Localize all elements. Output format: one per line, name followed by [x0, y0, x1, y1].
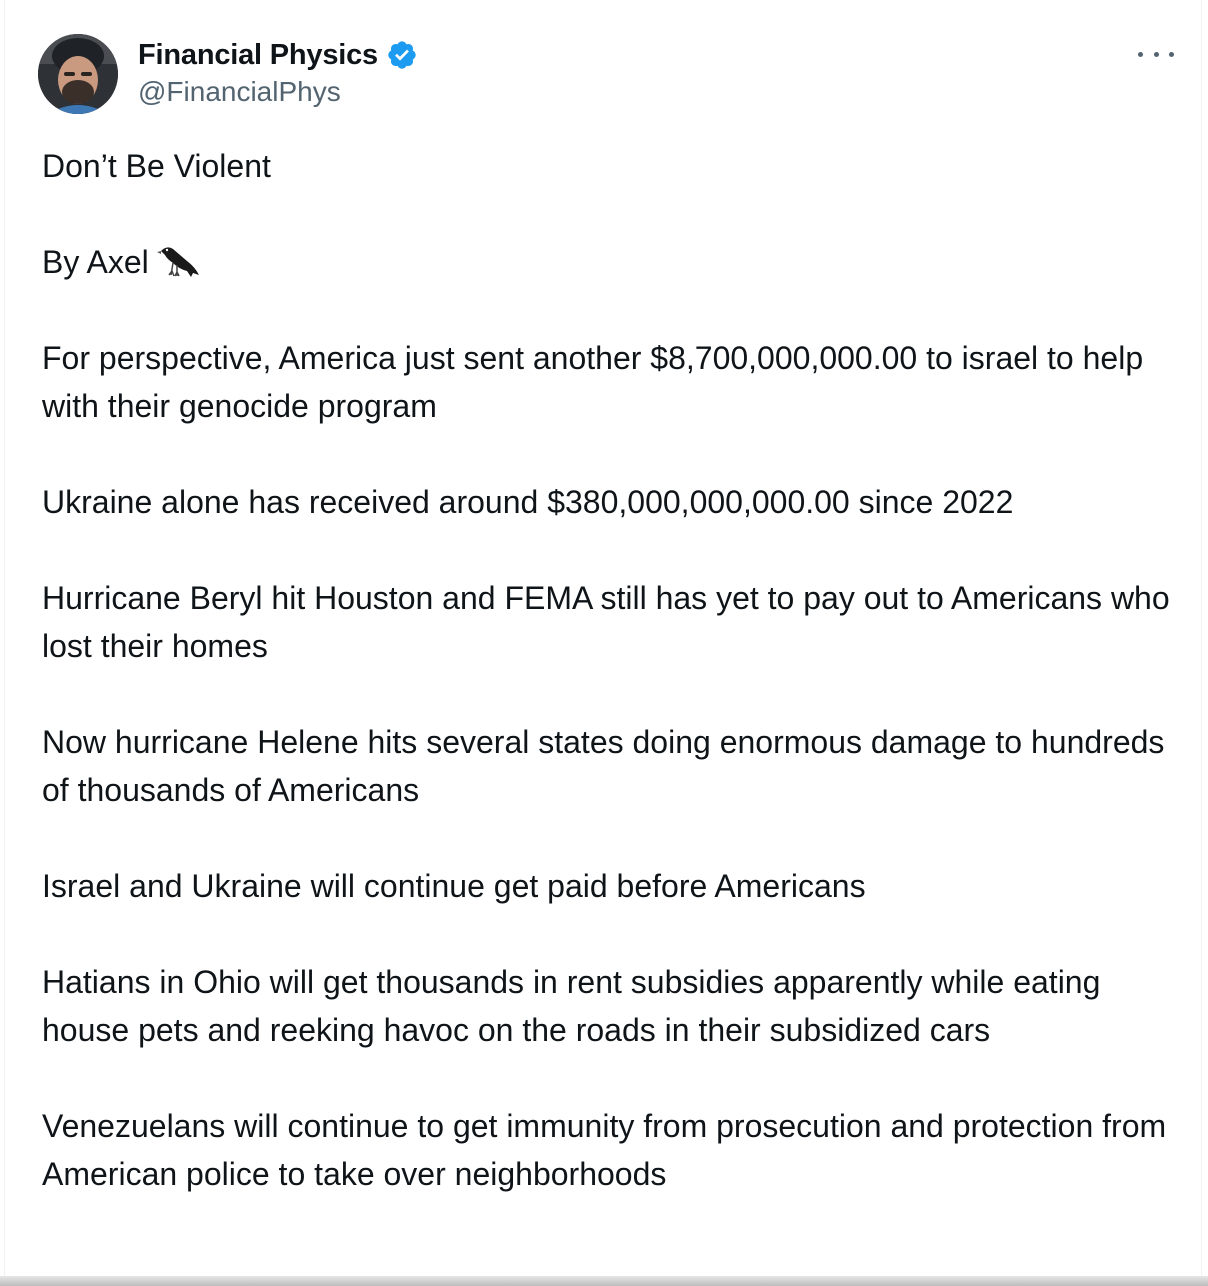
byline-text: By Axel: [42, 244, 149, 280]
tweet-paragraph: Hatians in Ohio will get thousands in rent subsidies apparently while eating house pets and reeking havoc on the roads in their subsidized cars: [42, 964, 1101, 1048]
tweet-paragraph: Venezuelans will continue to get immunity from prosecution and protection from American police to take over neighborhoods: [42, 1108, 1167, 1192]
tweet-paragraph: Ukraine alone has received around $380,000,000,000.00 since 2022: [42, 484, 1014, 520]
window-bottom-edge: [0, 1276, 1208, 1286]
tweet-text: [42, 142, 1182, 1198]
black-bird-icon: [157, 241, 201, 281]
tweet-paragraph: Now hurricane Helene hits several states doing enormous damage to hundreds of thousands of Americans: [42, 724, 1165, 808]
tweet-paragraph: Israel and Ukraine will continue get paid before Americans: [42, 868, 866, 904]
avatar[interactable]: [38, 34, 118, 114]
author-handle[interactable]: @FinancialPhys: [138, 76, 341, 107]
tweet-paragraph: For perspective, America just sent another $8,700,000,000.00 to israel to help with their genocide program: [42, 340, 1144, 424]
display-name[interactable]: Financial Physics: [138, 38, 378, 71]
avatar-photo-icon: [38, 34, 118, 114]
tweet-byline: [42, 238, 1182, 286]
more-options-button[interactable]: [1138, 44, 1174, 64]
author-info: [138, 36, 418, 108]
more-horizontal-icon: [1138, 52, 1143, 57]
tweet-header: [38, 34, 1188, 114]
verified-badge-icon[interactable]: [386, 39, 418, 71]
tweet-title: Don’t Be Violent: [42, 148, 271, 184]
display-name-row: [138, 36, 418, 74]
tweet-paragraph: Hurricane Beryl hit Houston and FEMA still has yet to pay out to Americans who lost their homes: [42, 580, 1170, 664]
tweet-card: [4, 0, 1202, 1278]
